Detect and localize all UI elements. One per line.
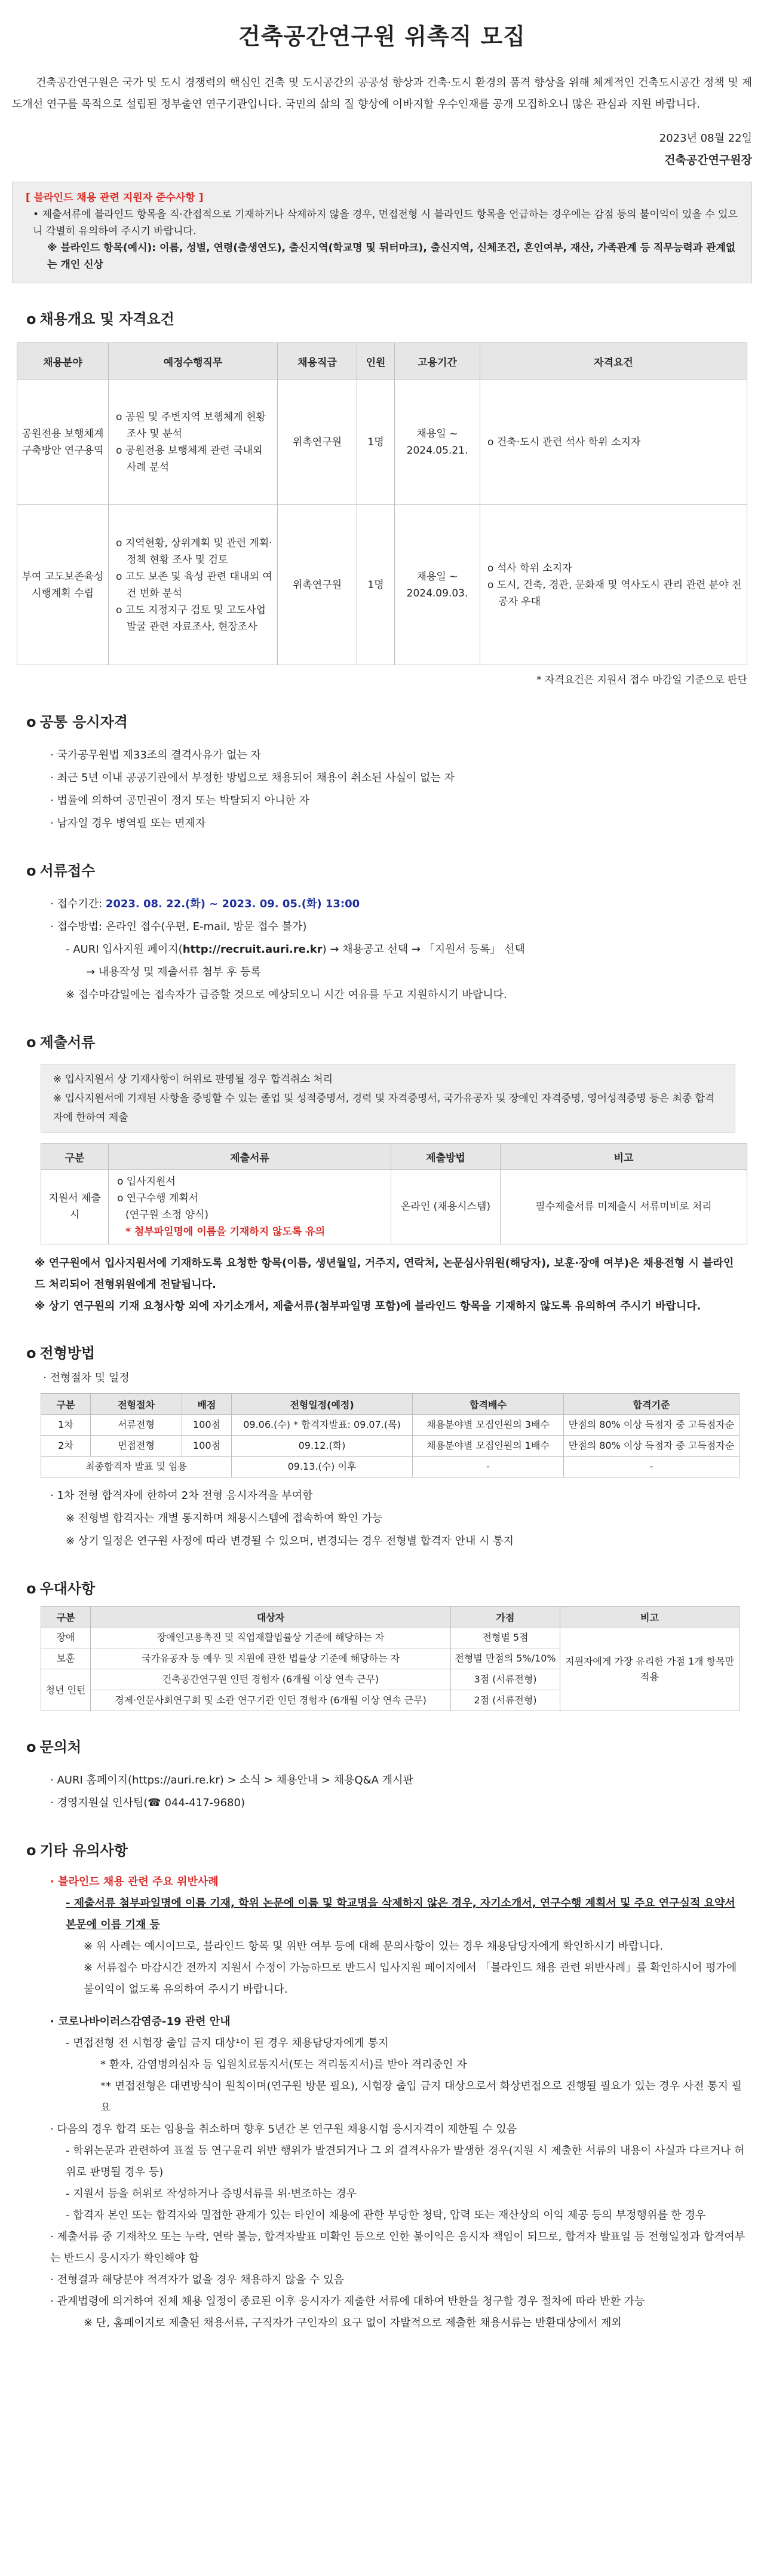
cell: 면접전형 <box>91 1436 182 1457</box>
col-header: 전형절차 <box>91 1394 182 1415</box>
apply-period-label: 접수기간: <box>57 898 106 910</box>
table-row <box>41 1170 747 1244</box>
section-heading-etc: o 기타 유의사항 <box>26 1842 128 1859</box>
etc-item: · 다음의 경우 합격 또는 임용을 취소하며 향후 5년간 본 연구원 채용시험 응시자격이 제한될 수 있음 <box>50 2123 517 2136</box>
blind-example-line: ※ 블라인드 항목(예시): 이름, 성별, 연령(출생연도), 출신지역(학교명 및 뒤터마크), 출신지역, 신체조건, 혼인여부, 재산, 가족관계 등 직무능력과 관계없는 개인 신상 <box>47 242 736 271</box>
etc-item: · 전형결과 해당분야 적격자가 없을 경우 채용하지 않을 수 있음 <box>50 2274 344 2286</box>
list-item: o 고도 지정지구 검토 및 고도사업 발굴 관련 자료조사, 현장조사 <box>127 602 272 635</box>
recruit-table <box>17 342 747 665</box>
contact-item: · AURI 홈페이지(https://auri.re.kr) > 소식 > 채용안내 > 채용Q&A 게시판 <box>50 1769 747 1792</box>
etc-list <box>50 1871 747 2334</box>
intro-text: 건축공간연구원은 국가 및 도시 경쟁력의 핵심인 건축 및 도시공간의 공공성 향상과 건축·도시 환경의 품격 향상을 위해 체계적인 건축도시공간 정책 및 제도개선 연구를 목적으로 설립된 정부출연 연구기관입니다. 국민의 삶의 질 향상에 이바지할 우수인재를 공개 모집하오니 많은 관심과 지원 바랍니다. <box>12 77 752 111</box>
screen-note: ※ 상기 일정은 연구원 사정에 따라 변경될 수 있으며, 변경되는 경우 전형별 합격자 안내 시 통지 <box>66 1535 514 1547</box>
screen-table <box>41 1393 740 1477</box>
section-heading-pref: o 우대사항 <box>26 1580 96 1597</box>
section-heading-apply: o 서류접수 <box>26 862 96 879</box>
cell: 전형별 5점 <box>451 1627 560 1648</box>
cell-method: 온라인 (채용시스템) <box>391 1170 501 1244</box>
docs-notice-box <box>41 1064 735 1133</box>
cell: 전형별 만점의 5%/10% <box>451 1648 560 1669</box>
list-item: o 고도 보존 및 육성 관련 대내외 여건 변화 분석 <box>127 568 272 602</box>
apply-period-value: 2023. 08. 22.(화) ~ 2023. 09. 05.(화) 13:00 <box>105 898 360 910</box>
table-row <box>41 1457 740 1477</box>
cell-qual <box>480 380 747 505</box>
list-item: · 최근 5년 이내 공공기관에서 부정한 방법으로 채용되어 채용이 취소된 사실이 없는 자 <box>50 767 747 790</box>
cell-count: 1명 <box>357 505 395 665</box>
etc-item: ※ 단, 홈페이지로 제출된 채용서류, 구직자가 구인자의 요구 없이 자발적으로 제출한 채용서류는 반환대상에서 제외 <box>84 2317 622 2329</box>
list-item: o 도시, 건축, 경관, 문화재 및 역사도시 관리 관련 분야 전공자 우대 <box>498 577 742 610</box>
pref-table <box>41 1606 740 1711</box>
apply-step-text: - AURI 입사지원 페이지( <box>66 943 183 956</box>
cell: 만점의 80% 이상 득점자 중 고득점자순 <box>564 1436 740 1457</box>
col-header: 대상자 <box>91 1607 451 1627</box>
apply-method: · 접수방법: 온라인 접수(우편, E-mail, 방문 접수 불가) <box>50 916 747 938</box>
col-header: 배점 <box>182 1394 232 1415</box>
docs-red-note: * 첨부파일명에 이름을 기재하지 않도록 유의 <box>125 1226 326 1238</box>
cell-duties <box>109 380 278 505</box>
blind-notice-box <box>12 182 752 283</box>
col-header: 자격요건 <box>480 343 747 380</box>
cell: 2차 <box>41 1436 91 1457</box>
cell: 최종합격자 발표 및 임용 <box>41 1457 232 1477</box>
list-item: · 법률에 의하여 공민권이 정지 또는 박탈되지 아니한 자 <box>50 790 747 812</box>
cell-period: 채용일 ~ 2024.09.03. <box>395 505 480 665</box>
col-header: 전형일정(예정) <box>232 1394 413 1415</box>
section-title: 문의처 <box>39 1739 82 1755</box>
docs-table <box>41 1143 747 1244</box>
cell: 장애인고용촉진 및 직업재활법률상 기준에 해당하는 자 <box>91 1627 451 1648</box>
table-row <box>41 1415 740 1436</box>
docs-notice-line: ※ 입사지원서 상 기재사항이 허위로 판명될 경우 합격취소 처리 <box>53 1073 333 1085</box>
col-header: 인원 <box>357 343 395 380</box>
list-item: o 연구수행 계획서 <box>117 1192 199 1204</box>
section-heading-common: o 공통 응시자격 <box>26 714 128 730</box>
cell-qual <box>480 505 747 665</box>
blind-notice-header: [ 블라인드 채용 관련 지원자 준수사항 ] <box>26 192 204 204</box>
cell: 1차 <box>41 1415 91 1436</box>
cell: 채용분야별 모집인원의 3배수 <box>413 1415 564 1436</box>
list-item: o 건축·도시 관련 석사 학위 소지자 <box>498 434 742 451</box>
section-title: 기타 유의사항 <box>39 1842 128 1859</box>
apply-period <box>50 893 747 916</box>
cell: 2점 (서류전형) <box>451 1690 560 1711</box>
list-item: (연구원 소정 양식) <box>125 1209 209 1221</box>
table-row <box>41 1627 740 1648</box>
list-item: o 공원전용 보행체계 관련 국내외 사례 분석 <box>127 442 272 476</box>
section-title: 제출서류 <box>39 1034 96 1051</box>
list-item: · 남자일 경우 병역필 또는 면제자 <box>50 812 747 835</box>
docs-bold-note: ※ 연구원에서 입사지원서에 기재하도록 요청한 항목(이름, 생년월일, 거주지, 연락처, 논문심사위원(해당자), 보훈·장애 여부)은 채용전형 시 블라인드 처리되어 전형위원에게 전달됩니다. <box>35 1257 734 1291</box>
cell: 3점 (서류전형) <box>451 1669 560 1690</box>
screen-note: ※ 전형별 합격자는 개별 통지하며 채용시스템에 접속하여 확인 가능 <box>66 1512 383 1525</box>
cell: 서류전형 <box>91 1415 182 1436</box>
apply-note: ※ 접수마감일에는 접속자가 급증할 것으로 예상되오니 시간 여유를 두고 지원하시기 바랍니다. <box>66 989 507 1001</box>
qualification-note: * 자격요건은 지원서 접수 마감일 기준으로 판단 <box>536 674 747 686</box>
etc-item: ※ 위 사례는 예시이므로, 블라인드 항목 및 위반 여부 등에 대해 문의사항이 있는 경우 채용담당자에게 확인하시기 바랍니다. <box>84 1940 664 1953</box>
cell: 100점 <box>182 1415 232 1436</box>
cell: 09.12.(화) <box>232 1436 413 1457</box>
common-qualification-list <box>50 744 747 835</box>
col-header: 합격기준 <box>564 1394 740 1415</box>
section-title: 공통 응시자격 <box>39 714 128 730</box>
section-heading-docs: o 제출서류 <box>26 1034 96 1051</box>
apply-steps <box>50 938 747 961</box>
announce-org: 건축공간연구원장 <box>664 154 752 167</box>
cell: 채용분야별 모집인원의 1배수 <box>413 1436 564 1457</box>
section-heading-recruit: o 채용개요 및 자격요건 <box>26 311 174 328</box>
section-title: 서류접수 <box>39 862 96 879</box>
table-row <box>17 380 747 505</box>
col-header: 채용직급 <box>278 343 357 380</box>
list-item: o 입사지원서 <box>117 1176 176 1188</box>
table-row <box>41 1436 740 1457</box>
apply-steps-cont: → 내용작성 및 제출서류 첨부 후 등록 <box>86 966 261 978</box>
list-item: · 국가공무원법 제33조의 결격사유가 없는 자 <box>50 744 747 767</box>
cell: 보훈 <box>41 1648 91 1669</box>
col-header: 가점 <box>451 1607 560 1627</box>
col-header: 구분 <box>41 1394 91 1415</box>
etc-item: ※ 서류접수 마감시간 전까지 지원서 수정이 가능하므로 반드시 입사지원 페이지에서 「블라인드 채용 관련 위반사례」를 확인하시어 평가에 불이익이 없도록 유의하여 주시기 바랍니다. <box>84 1962 737 1996</box>
etc-item: ** 면접전형은 대면방식이 원칙이며(연구원 방문 필요), 시험장 출입 금지 대상으로서 화상면접으로 진행될 필요가 있는 경우 사전 통지 필요 <box>100 2080 742 2114</box>
section-title: 채용개요 및 자격요건 <box>39 311 174 328</box>
blind-notice-text: 제출서류에 블라인드 항목을 직·간접적으로 기재하거나 삭제하지 않을 경우, 면접전형 시 블라인드 항목을 언급하는 경우에는 감점 등의 불이익이 있을 수 있으니 각별히 유의하여 주시기 바랍니다. <box>33 209 738 237</box>
screen-note: · 1차 전형 합격자에 한하여 2차 전형 응시자격을 부여함 <box>50 1489 313 1502</box>
cell: - <box>413 1457 564 1477</box>
cell-field: 공원전용 보행체계 구축방안 연구용역 <box>17 380 109 505</box>
etc-item: - 면접전형 전 시험장 출입 금지 대상¹이 된 경우 채용담당자에게 통지 <box>66 2037 389 2049</box>
docs-bold-note: ※ 상기 연구원의 기재 요청사항 외에 자기소개서, 제출서류(첨부파일명 포함)에 블라인드 항목을 기재하지 않도록 유의하여 주시기 바랍니다. <box>35 1300 701 1313</box>
list-item: o 지역현황, 상위계획 및 관련 계획·정책 현황 조사 및 검토 <box>127 535 272 568</box>
cell-period: 채용일 ~ 2024.05.21. <box>395 380 480 505</box>
cell: 만점의 80% 이상 득점자 중 고득점자순 <box>564 1415 740 1436</box>
col-header: 제출서류 <box>109 1144 391 1170</box>
page-title: 건축공간연구원 위촉직 모집 <box>238 23 526 50</box>
col-header: 채용분야 <box>17 343 109 380</box>
etc-item: · 관계법령에 의거하여 전체 채용 일정이 종료된 이후 응시자가 제출한 서류에 대하여 반환을 청구할 경우 절차에 따라 반환 가능 <box>50 2295 645 2308</box>
announce-date: 2023년 08월 22일 <box>659 132 752 145</box>
cell-docs <box>109 1170 391 1244</box>
screen-notes <box>50 1485 747 1553</box>
col-header: 비고 <box>560 1607 740 1627</box>
section-title: 전형방법 <box>39 1345 96 1362</box>
col-header: 구분 <box>41 1607 91 1627</box>
screen-subtitle: · 전형절차 및 일정 <box>43 1372 130 1384</box>
contact-list <box>50 1769 747 1815</box>
etc-item: - 합격자 본인 또는 합격자와 밀접한 관계가 있는 타인이 채용에 관한 부당한 청탁, 압력 또는 재산상의 이익 제공 등의 부정행위를 한 경우 <box>66 2209 706 2222</box>
etc-heading: · 코로나바이러스감염증-19 관련 안내 <box>50 2015 231 2028</box>
docs-notice-line: ※ 입사지원서에 기재된 사항을 증빙할 수 있는 졸업 및 성적증명서, 경력 및 자격증명서, 국가유공자 및 장애인 자격증명, 영어성적증명 등은 최종 합격자에 한하여 제출 <box>53 1093 715 1124</box>
recruit-link[interactable]: http://recruit.auri.re.kr <box>182 943 323 956</box>
col-header: 구분 <box>41 1144 109 1170</box>
cell-remark: 필수제출서류 미제출시 서류미비로 처리 <box>501 1170 747 1244</box>
cell: - <box>564 1457 740 1477</box>
etc-item: - 학위논문과 관련하여 표절 등 연구윤리 위반 행위가 발견되거나 그 외 결격사유가 발생한 경우(지원 시 제출한 서류의 내용이 사실과 다르거나 허위로 판명될 경우 등) <box>66 2144 745 2179</box>
cell: 09.06.(수) * 합격자발표: 09.07.(목) <box>232 1415 413 1436</box>
docs-bold-notes <box>35 1253 735 1317</box>
cell-duties <box>109 505 278 665</box>
section-heading-screen: o 전형방법 <box>26 1345 96 1362</box>
cell: 100점 <box>182 1436 232 1457</box>
cell-grade: 위촉연구원 <box>278 380 357 505</box>
apply-step-text: ) → 채용공고 선택 → 「지원서 등록」 선택 <box>322 943 525 956</box>
etc-item: - 지원서 등을 허위로 작성하거나 증빙서류를 위·변조하는 경우 <box>66 2188 357 2200</box>
apply-list <box>50 893 747 1006</box>
list-item: o 공원 및 주변지역 보행체계 현황 조사 및 분석 <box>127 409 272 442</box>
cell: 청년 인턴 <box>41 1669 91 1711</box>
etc-item: - 제출서류 첨부파일명에 이름 기재, 학위 논문에 이름 및 학교명을 삭제하지 않은 경우, 자기소개서, 연구수행 계획서 및 주요 연구실적 요약서 본문에 이름 기재 등 <box>66 1897 735 1931</box>
cell: 경제·인문사회연구회 및 소관 연구기관 인턴 경험자 (6개월 이상 연속 근무) <box>91 1690 451 1711</box>
section-title: 우대사항 <box>39 1580 96 1597</box>
cell: 국가유공자 등 예우 및 지원에 관한 법률상 기준에 해당하는 자 <box>91 1648 451 1669</box>
cell: 09.13.(수) 이후 <box>232 1457 413 1477</box>
etc-heading: · 블라인드 채용 관련 주요 위반사례 <box>50 1876 219 1888</box>
blind-notice-line: • 제출서류에 블라인드 항목을 직·간접적으로 기재하거나 삭제하지 않을 경우, 면접전형 시 블라인드 항목을 언급하는 경우에는 감점 등의 불이익이 있을 수 있으니 각별히 유의하여 주시기 바랍니다. <box>33 209 738 237</box>
contact-item: · 경영지원실 인사팀(☎ 044-417-9680) <box>50 1792 747 1815</box>
cell: 지원자에게 가장 유리한 가점 1개 항목만 적용 <box>560 1627 740 1711</box>
cell-grade: 위촉연구원 <box>278 505 357 665</box>
etc-item: · 제출서류 중 기재착오 또는 누락, 연락 불능, 합격자발표 미확인 등으로 인한 불이익은 응시자 책임이 되므로, 합격자 발표일 등 전형일정과 합격여부는 반드시 응시자가 확인해야 함 <box>50 2231 745 2265</box>
cell-kind: 지원서 제출 시 <box>41 1170 109 1244</box>
col-header: 제출방법 <box>391 1144 501 1170</box>
cell-count: 1명 <box>357 380 395 505</box>
cell: 건축공간연구원 인턴 경험자 (6개월 이상 연속 근무) <box>91 1669 451 1690</box>
col-header: 예정수행직무 <box>109 343 278 380</box>
table-row <box>17 505 747 665</box>
col-header: 합격배수 <box>413 1394 564 1415</box>
list-item: o 석사 학위 소지자 <box>498 560 742 577</box>
cell-field: 부여 고도보존육성 시행계획 수립 <box>17 505 109 665</box>
col-header: 고용기간 <box>395 343 480 380</box>
etc-item: * 환자, 감염병의심자 등 입원치료통지서(또는 격리통지서)를 받아 격리중인 자 <box>100 2058 467 2071</box>
col-header: 비고 <box>501 1144 747 1170</box>
cell: 장애 <box>41 1627 91 1648</box>
section-heading-contact: o 문의처 <box>26 1739 82 1755</box>
